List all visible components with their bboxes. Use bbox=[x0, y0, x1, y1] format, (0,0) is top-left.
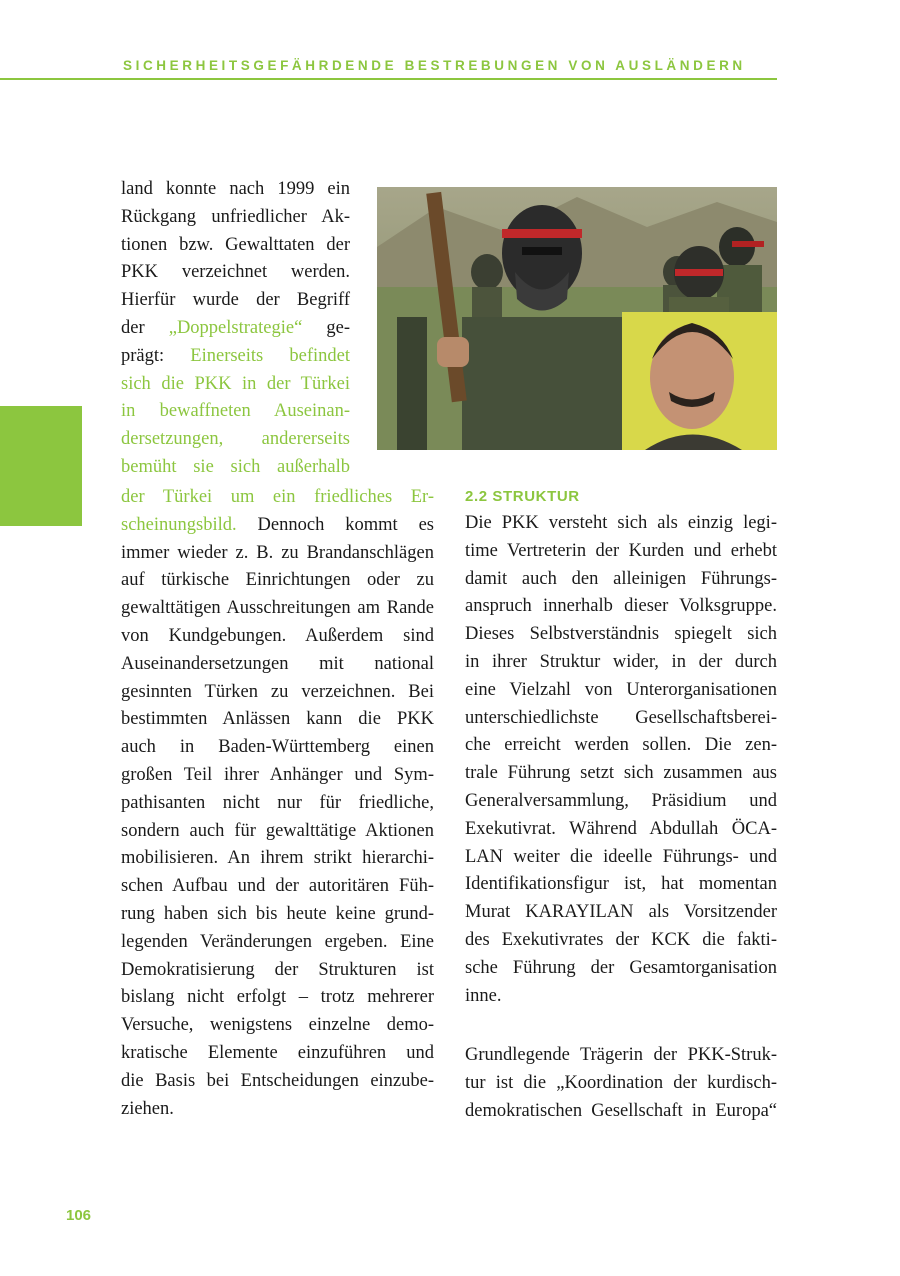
text-line bbox=[121, 540, 434, 568]
text-run: gesinnten Türken zu verzeichnen. Bei bbox=[121, 681, 434, 702]
text-line: Dieses Selbstverständnis spiegelt sich bbox=[465, 624, 777, 645]
text-line bbox=[121, 512, 434, 540]
text-run: Rückgang unfriedlicher Ak- bbox=[121, 206, 350, 227]
text-line: inne. bbox=[465, 985, 502, 1006]
text-line bbox=[121, 873, 434, 901]
text-line: damit auch den alleinigen Führungs- bbox=[465, 568, 777, 589]
text-line bbox=[121, 1012, 434, 1040]
text-line bbox=[121, 454, 350, 482]
header-rule bbox=[0, 78, 777, 80]
text-line bbox=[121, 484, 434, 512]
text-run: Auseinandersetzungen mit national bbox=[121, 653, 434, 674]
text-run: rung haben sich bis heute keine grund- bbox=[121, 903, 434, 924]
text-run: pathisanten nicht nur für friedliche, bbox=[121, 792, 434, 813]
text-line bbox=[121, 901, 434, 929]
text-line: sche Führung der Gesamtorganisation bbox=[465, 957, 777, 978]
text-line bbox=[121, 818, 434, 846]
text-line bbox=[121, 984, 434, 1012]
left-column-text-beside-photo bbox=[121, 176, 350, 482]
text-line: in ihrer Struktur wider, in der durch bbox=[465, 651, 777, 672]
text-line bbox=[121, 845, 434, 873]
text-line bbox=[121, 287, 350, 315]
section-heading: 2.2 STRUKTUR bbox=[465, 488, 580, 505]
highlighted-text: „Doppelstrategie“ bbox=[168, 317, 303, 338]
text-run: auch in Baden-Württemberg einen bbox=[121, 737, 434, 758]
highlighted-text: Einerseits befindet bbox=[190, 345, 350, 366]
text-line bbox=[121, 1040, 434, 1068]
text-run: ge- bbox=[302, 317, 351, 338]
text-line: Exekutivrat. Während Abdullah ÖCA- bbox=[465, 818, 777, 839]
text-run: Hierfür wurde der Begriff bbox=[121, 290, 350, 311]
chapter-side-tab bbox=[0, 406, 82, 526]
highlighted-text: sich die PKK in der Türkei bbox=[121, 373, 350, 394]
highlighted-text: dersetzungen, andererseits bbox=[121, 429, 350, 450]
text-run: immer wieder z. B. zu Brandanschlägen bbox=[121, 542, 434, 563]
highlighted-text: scheinungsbild. bbox=[121, 514, 237, 535]
text-line bbox=[121, 762, 434, 790]
highlighted-text: bemüht sie sich außerhalb bbox=[121, 456, 350, 477]
running-head: SICHERHEITSGEFÄHRDENDE BESTREBUNGEN VON AUSLÄNDERN bbox=[123, 58, 746, 73]
text-run: mobilisieren. An ihrem strikt hierarchi- bbox=[121, 848, 434, 869]
text-line: LAN weiter die ideelle Führungs- und bbox=[465, 846, 777, 867]
text-run: tionen bzw. Gewalttaten der bbox=[121, 234, 350, 255]
text-line bbox=[121, 790, 434, 818]
right-column-paragraph-2 bbox=[465, 1042, 777, 1125]
text-line: tur ist die „Koordination der kurdisch- bbox=[465, 1072, 777, 1093]
highlighted-text: in bewaffneten Auseinan- bbox=[121, 401, 350, 422]
text-run: kratische Elemente einzuführen und bbox=[121, 1042, 434, 1063]
text-line bbox=[121, 734, 434, 762]
text-run: die Basis bei Entscheidungen einzube- bbox=[121, 1070, 434, 1091]
text-line: unterschiedlichste Gesellschaftsberei- bbox=[465, 707, 777, 728]
text-line bbox=[121, 176, 350, 204]
text-run: Versuche, wenigstens einzelne demo- bbox=[121, 1015, 434, 1036]
text-line bbox=[121, 623, 434, 651]
text-line bbox=[121, 426, 350, 454]
text-line bbox=[121, 398, 350, 426]
text-line bbox=[121, 706, 434, 734]
text-line: time Vertreterin der Kurden und erhebt bbox=[465, 540, 777, 561]
text-run: legenden Veränderungen ergeben. Eine bbox=[121, 931, 434, 952]
text-run: land konnte nach 1999 ein bbox=[121, 179, 350, 199]
text-line bbox=[121, 232, 350, 260]
text-line bbox=[121, 567, 434, 595]
text-line: anspruch innerhalb dieser Volksgruppe. bbox=[465, 596, 777, 617]
text-run: großen Teil ihrer Anhänger und Sym- bbox=[121, 764, 434, 785]
text-run: auf türkische Einrichtungen oder zu bbox=[121, 570, 434, 591]
text-line bbox=[121, 343, 350, 371]
text-line: eine Vielzahl von Unterorganisationen bbox=[465, 679, 777, 700]
text-line bbox=[121, 595, 434, 623]
text-line: demokratischen Gesellschaft in Europa“ bbox=[465, 1100, 777, 1121]
text-line: Murat KARAYILAN als Vorsitzender bbox=[465, 902, 777, 923]
text-line bbox=[121, 1068, 434, 1096]
text-run: schen Aufbau und der autoritären Füh- bbox=[121, 876, 434, 897]
text-line bbox=[121, 679, 434, 707]
text-line bbox=[121, 651, 434, 679]
text-run: sondern auch für gewalttätige Aktionen bbox=[121, 820, 434, 841]
text-run: der bbox=[121, 317, 169, 338]
text-line bbox=[121, 929, 434, 957]
text-line: Die PKK versteht sich als einzig legi- bbox=[465, 513, 777, 533]
text-run: gewalttätigen Ausschreitungen am Rande bbox=[121, 598, 434, 619]
left-column-text-full-width bbox=[121, 484, 434, 1123]
text-line bbox=[121, 1096, 434, 1124]
text-run: prägt: bbox=[121, 345, 191, 366]
text-line bbox=[121, 957, 434, 985]
text-line bbox=[121, 315, 350, 343]
text-line: des Exekutivrates der KCK die fakti- bbox=[465, 929, 777, 950]
text-run: bestimmten Anlässen kann die PKK bbox=[121, 709, 434, 730]
text-run: ziehen. bbox=[121, 1098, 174, 1119]
text-run: Demokratisierung der Strukturen ist bbox=[121, 959, 434, 980]
text-run: PKK verzeichnet werden. bbox=[121, 262, 350, 283]
text-run: von Kundgebungen. Außerdem sind bbox=[121, 625, 434, 646]
text-line: che erreicht werden sollen. Die zen- bbox=[465, 735, 777, 756]
text-run: Dennoch kommt es bbox=[236, 514, 434, 535]
text-line: trale Führung setzt sich zusammen aus bbox=[465, 763, 777, 784]
text-run: bislang nicht erfolgt – trotz mehrerer bbox=[121, 987, 434, 1008]
page-number: 106 bbox=[66, 1207, 92, 1224]
text-line: Identifikationsfigur ist, hat momentan bbox=[465, 874, 777, 895]
highlighted-text: der Türkei um ein friedliches Er- bbox=[121, 487, 434, 507]
text-line bbox=[121, 371, 350, 399]
text-line: Generalversammlung, Präsidium und bbox=[465, 790, 777, 811]
text-line: Grundlegende Trägerin der PKK-Struk- bbox=[465, 1045, 777, 1065]
text-line bbox=[121, 259, 350, 287]
right-column-paragraph-1 bbox=[465, 510, 777, 1010]
text-line bbox=[121, 204, 350, 232]
photo-armed-fighters bbox=[377, 187, 777, 450]
